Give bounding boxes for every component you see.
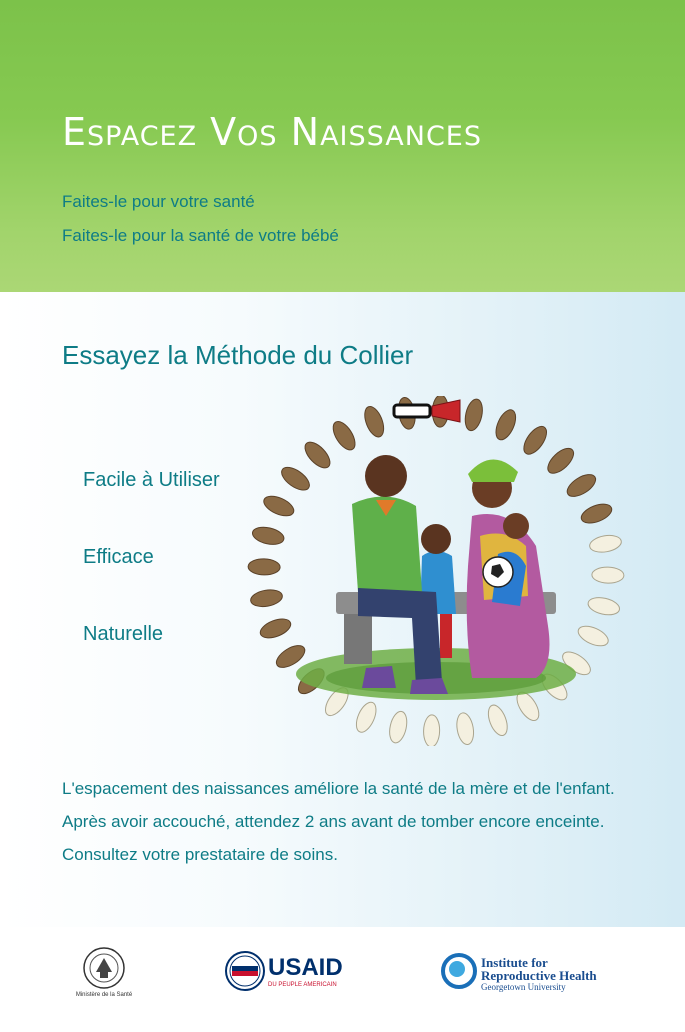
usaid-tagline: DU PEUPLE AMERICAIN [268,982,337,988]
brown-bead [258,615,294,641]
brown-bead [462,398,485,433]
brown-bead [278,463,313,495]
ministry-caption: Ministère de la Santé [75,992,133,998]
brown-bead [301,438,335,472]
irh-logo-icon [441,953,477,989]
white-bead [352,699,380,735]
body-paragraph: L'espacement des naissances améliore la santé de la mère et de l'enfant. Après avoir accouché, attendez 2 ans avant de tomber encore enceinte. Consultez votre prestataire de soins. [62,779,615,864]
benefit-easy: Facile à Utiliser [83,469,220,491]
white-bead [423,715,440,746]
white-bead [592,567,624,584]
cyclebeads-family-illustration [236,396,636,746]
tagline-baby: Faites-le pour la santé de votre bébé [62,226,339,245]
white-bead [387,710,410,745]
brown-bead [544,444,578,478]
benefit-effective: Efficace [83,546,154,568]
white-bead [588,533,622,554]
benefit-natural: Naturelle [83,623,164,645]
white-bead [455,712,476,746]
ring-marker [394,405,430,417]
brown-bead [492,407,520,443]
poster-title: Espacez Vos Naissances [62,110,483,154]
brown-bead [248,558,280,575]
irh-name-line3: Georgetown University [481,982,566,992]
white-bead [586,595,621,618]
brown-bead [329,418,360,454]
tagline-mother: Faites-le pour votre santé [62,192,255,211]
irh-name-line1: Institute for [481,955,548,970]
section-heading: Essayez la Méthode du Collier [62,340,414,370]
brown-bead [361,404,387,440]
brown-bead [519,423,551,458]
brown-bead [251,524,286,547]
irh-name-line2: Reproductive Health [481,968,597,983]
brown-bead [261,492,297,520]
family-scene [296,455,576,700]
usaid-wordmark: USAID [268,954,343,981]
brown-bead [579,500,615,526]
brown-bead [564,470,600,501]
white-bead [485,702,511,738]
brown-bead [249,588,283,609]
white-bead [575,622,611,650]
